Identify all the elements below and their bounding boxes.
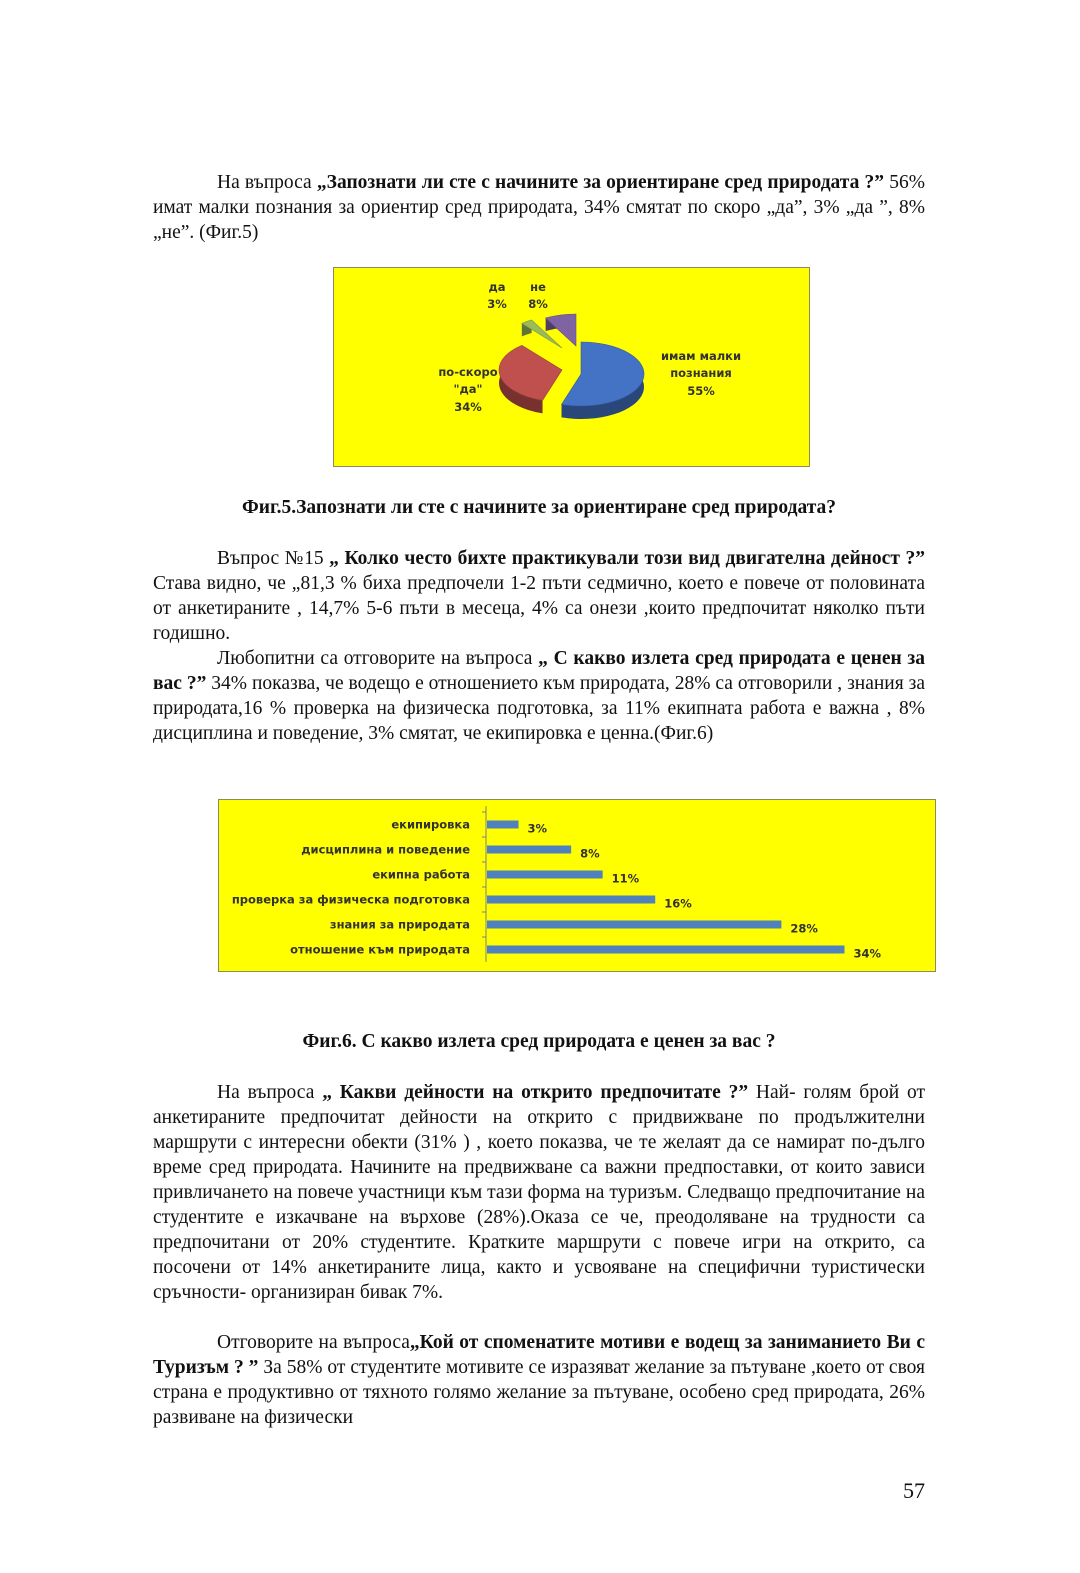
p5-question: „Кой от споменатите мотиви е водещ за заниманието Ви с Туризъм ? ”	[153, 1332, 925, 1378]
pie-slice-3	[546, 314, 576, 346]
pie-chart-fig5	[333, 267, 810, 467]
paragraph-motives	[153, 1330, 925, 1430]
bar-category-label-0: екипировка	[391, 817, 470, 832]
bar-value-label-3: 16%	[664, 896, 692, 911]
p2-question: „ Колко често бихте практикували този вид двигателна дейност ?”	[329, 548, 925, 569]
bar-2	[487, 871, 603, 879]
p3-lead: Любопитни са отговорите на въпроса	[217, 648, 539, 669]
pie-label-3-0: не	[530, 280, 546, 294]
caption-fig5: Фиг.5.Запознати ли сте с начините за ориентиране сред природата?	[241, 497, 837, 518]
pie-slice-0	[562, 342, 644, 419]
pie-label-0-0: имам малки	[660, 349, 742, 363]
p5-rest: За 58% от студентите мотивите се изразяват желание за пътуване ,което от своя страна е продуктивно от тяхното голямо желание за пътуване, особено сред природата, 26% развиване на физически	[153, 1357, 925, 1428]
bar-5	[487, 946, 844, 954]
pie-label-0-2: 55%	[687, 384, 715, 398]
p1-question: „Запознати ли сте с начините за ориентиране сред природата ?”	[316, 172, 885, 193]
bar-value-label-5: 34%	[853, 946, 882, 961]
p4-question: „ Какви дейности на открито предпочитате ?”	[322, 1082, 749, 1103]
pie-label-2-1: 3%	[487, 297, 507, 311]
bar-0	[487, 821, 519, 829]
pie-slice-1	[499, 345, 562, 413]
bar-chart-fig6	[218, 799, 936, 972]
bar-category-label-4: знания за природата	[329, 917, 470, 932]
bar-value-label-4: 28%	[790, 921, 818, 936]
bar-value-label-0: 3%	[527, 821, 548, 836]
p5-lead: Отговорите на въпроса	[217, 1332, 410, 1353]
p3-rest: 34% показва, че водещо е отношението към природата, 28% са отговорили , знания за природата,16 % проверка на физическа подготовка, за 11% екипната работа е важна , 8% дисциплина и поведение, 3% смятат, че екипировка е ценна.(Фиг.6)	[153, 673, 925, 744]
paragraph-trip-value	[153, 646, 925, 746]
bar-chart-svg	[219, 800, 935, 971]
paragraph-orientation	[153, 170, 925, 245]
bar-4	[487, 921, 781, 929]
bar-category-label-5: отношение към природата	[290, 942, 470, 957]
bar-value-label-2: 11%	[611, 871, 640, 886]
p3-question: „ С какво излета сред природата е ценен за вас ?”	[153, 648, 926, 694]
p4-rest: Най- голям брой от анкетираните предпочитат дейности на открито с придвижване по продължителни маршрути с интересни обекти (31% ) , което показва, че те желаят да се намират по-дълго време сред природата. Начините на предвижване са важни предпоставки, от които зависи привличането на повече участници към тази форма на туризъм. Следващо предпочитание на студентите е изкачване на върхове (28%).Оказа се че, преодоляване на трудности са предпочитани от 20% студентите. Кратките маршрути с повече игри на открито, са посочени от 14% анкетираните лица, както и усвояване на специфични туристически сръчности- организиран бивак 7%.	[153, 1082, 925, 1303]
bar-category-label-2: екипна работа	[372, 867, 470, 882]
pie-label-1-2: 34%	[454, 400, 482, 414]
paragraph-activities	[153, 1080, 925, 1305]
caption-fig6: Фиг.6. С какво излета сред природата е ценен за вас ?	[302, 1031, 776, 1052]
pie-label-0-1: познания	[670, 366, 732, 380]
pie-label-3-1: 8%	[528, 297, 548, 311]
p1-rest: 56% имат малки познания за ориентир сред природата, 34% смятат по скоро „да”, 3% „да ”, 8% „не”. (Фиг.5)	[153, 172, 926, 243]
p2-lead: Въпрос №15	[217, 548, 330, 569]
bar-1	[487, 846, 571, 854]
p4-lead: На въпроса	[217, 1082, 323, 1103]
pie-label-2-0: да	[488, 280, 506, 294]
bar-3	[487, 896, 655, 904]
p2-rest: Става видно, че „81,3 % биха предпочели 1-2 пъти седмично, което е повече от половината от анкетираните , 14,7% 5-6 пъти в месеца, 4% са онези ,които предпочитат няколко пъти годишно.	[153, 573, 925, 644]
paragraph-frequency	[153, 546, 925, 646]
page-number: 57	[903, 1478, 925, 1503]
bar-category-label-3: проверка за физическа подготовка	[231, 892, 470, 907]
bar-category-label-1: дисциплина и поведение	[301, 842, 470, 857]
pie-label-1-1: "да"	[453, 382, 483, 396]
pie-chart-svg	[334, 268, 809, 466]
p1-lead: На въпроса	[217, 172, 317, 193]
bar-value-label-1: 8%	[580, 846, 600, 861]
pie-label-1-0: по-скоро	[438, 365, 498, 379]
